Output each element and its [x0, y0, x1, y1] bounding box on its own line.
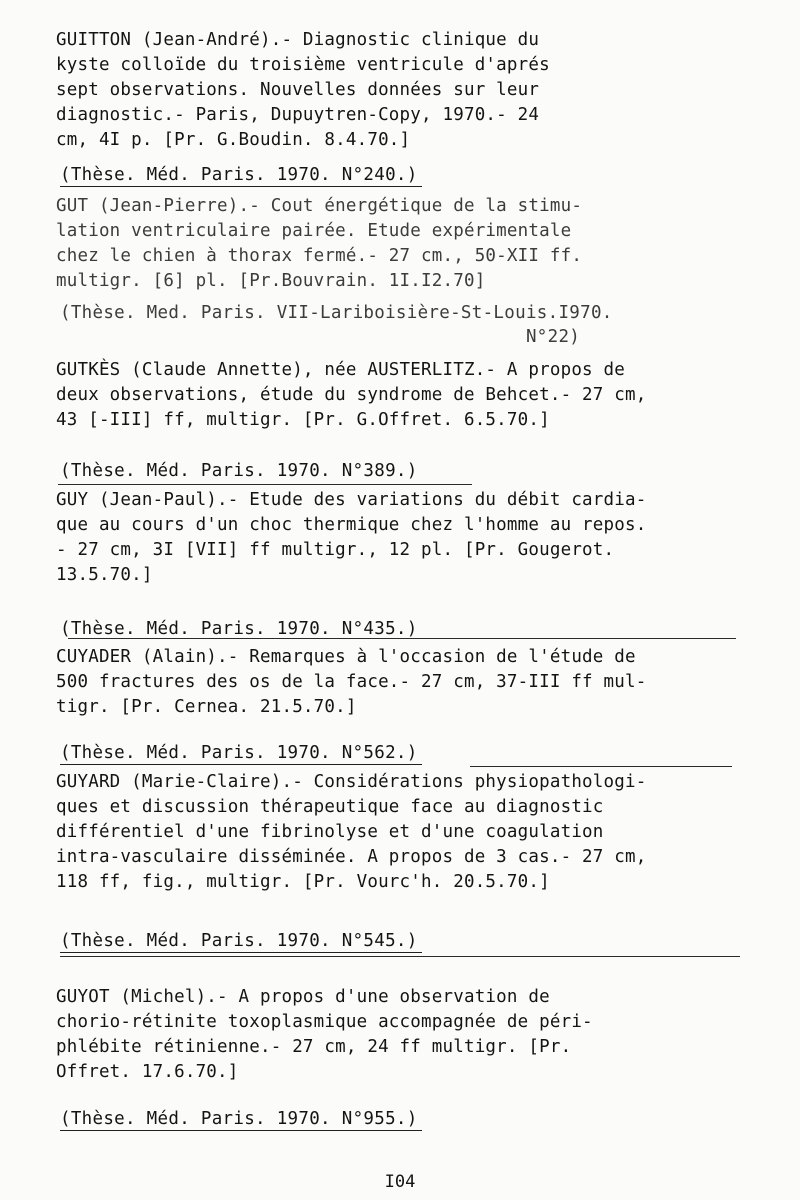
entry-line: GUY (Jean-Paul).- Etude des variations du débit cardia-: [56, 490, 647, 510]
entry-line: GUYOT (Michel).- A propos d'une observation de: [56, 987, 550, 1007]
entry-line: différentiel d'une fibrinolyse et d'une coagulation: [56, 822, 604, 842]
divider: [68, 638, 736, 639]
entry-line: lation ventriculaire pairée. Etude expérimentale: [56, 221, 572, 241]
entry-line: 13.5.70.]: [56, 565, 153, 585]
thesis-reference: (Thèse. Med. Paris. VII-Lariboisière-St-Louis.I970.: [60, 303, 613, 323]
entry-line: phlébite rétinienne.- 27 cm, 24 ff multigr. [Pr.: [56, 1037, 572, 1057]
thesis-reference: (Thèse. Méd. Paris. 1970. N°389.): [60, 461, 418, 481]
entry-line: GUTKÈS (Claude Annette), née AUSTERLITZ.- A propos de: [56, 360, 626, 380]
entry-line: diagnostic.- Paris, Dupuytren-Copy, 1970.- 24: [56, 105, 540, 125]
entry-line: Offret. 17.6.70.]: [56, 1062, 239, 1082]
entry-guy: [56, 488, 756, 588]
entry-line: CUYADER (Alain).- Remarques à l'occasion de l'étude de: [56, 647, 636, 667]
entry-line: cm, 4I p. [Pr. G.Boudin. 8.4.70.]: [56, 130, 411, 150]
divider: [470, 766, 732, 767]
thesis-reference: (Thèse. Méd. Paris. 1970. N°545.): [60, 930, 422, 953]
entry-line: chez le chien à thorax fermé.- 27 cm., 50-XII ff.: [56, 246, 583, 266]
entry-line: GUT (Jean-Pierre).- Cout énergétique de la stimu-: [56, 196, 583, 216]
divider: [60, 956, 740, 957]
entry-line: 500 fractures des os de la face.- 27 cm, 37-III ff mul-: [56, 672, 647, 692]
entry-line: que au cours d'un choc thermique chez l'homme au repos.: [56, 515, 647, 535]
entry-line: ques et discussion thérapeutique face au diagnostic: [56, 797, 604, 817]
entry-line: multigr. [6] pl. [Pr.Bouvrain. 1I.I2.70]: [56, 271, 486, 291]
entry-line: intra-vasculaire disséminée. A propos de 3 cas.- 27 cm,: [56, 847, 647, 867]
entry-line: GUITTON (Jean-André).- Diagnostic clinique du: [56, 30, 540, 50]
divider: [58, 484, 472, 485]
entry-line: sept observations. Nouvelles données sur leur: [56, 80, 540, 100]
entry-line: 118 ff, fig., multigr. [Pr. Vourc'h. 20.5.70.]: [56, 872, 550, 892]
entry-line: deux observations, étude du syndrome de Behcet.- 27 cm,: [56, 385, 647, 405]
thesis-reference: (Thèse. Méd. Paris. 1970. N°435.): [60, 619, 418, 639]
thesis-reference: (Thèse. Méd. Paris. 1970. N°562.): [60, 742, 422, 765]
thesis-reference-number: N°22): [60, 327, 581, 347]
entry-cuyader: [56, 645, 756, 720]
entry-line: chorio-rétinite toxoplasmique accompagnée de péri-: [56, 1012, 593, 1032]
thesis-reference: (Thèse. Méd. Paris. 1970. N°955.): [60, 1108, 422, 1131]
entry-guyard: [56, 770, 756, 895]
entry-line: - 27 cm, 3I [VII] ff multigr., 12 pl. [Pr. Gougerot.: [56, 540, 615, 560]
entry-line: 43 [-III] ff, multigr. [Pr. G.Offret. 6.5.70.]: [56, 410, 550, 430]
thesis-reference: (Thèse. Méd. Paris. 1970. N°240.): [60, 164, 422, 187]
entry-line: kyste colloïde du troisième ventricule d'aprés: [56, 55, 550, 75]
entry-gutkes: [56, 358, 756, 433]
entry-line: tigr. [Pr. Cernea. 21.5.70.]: [56, 697, 357, 717]
entry-guyot: [56, 985, 756, 1085]
entry-guitton: [56, 28, 756, 153]
page-number: I04: [384, 1172, 416, 1192]
entry-line: GUYARD (Marie-Claire).- Considérations physiopathologi-: [56, 772, 647, 792]
entry-gut: [56, 194, 756, 294]
